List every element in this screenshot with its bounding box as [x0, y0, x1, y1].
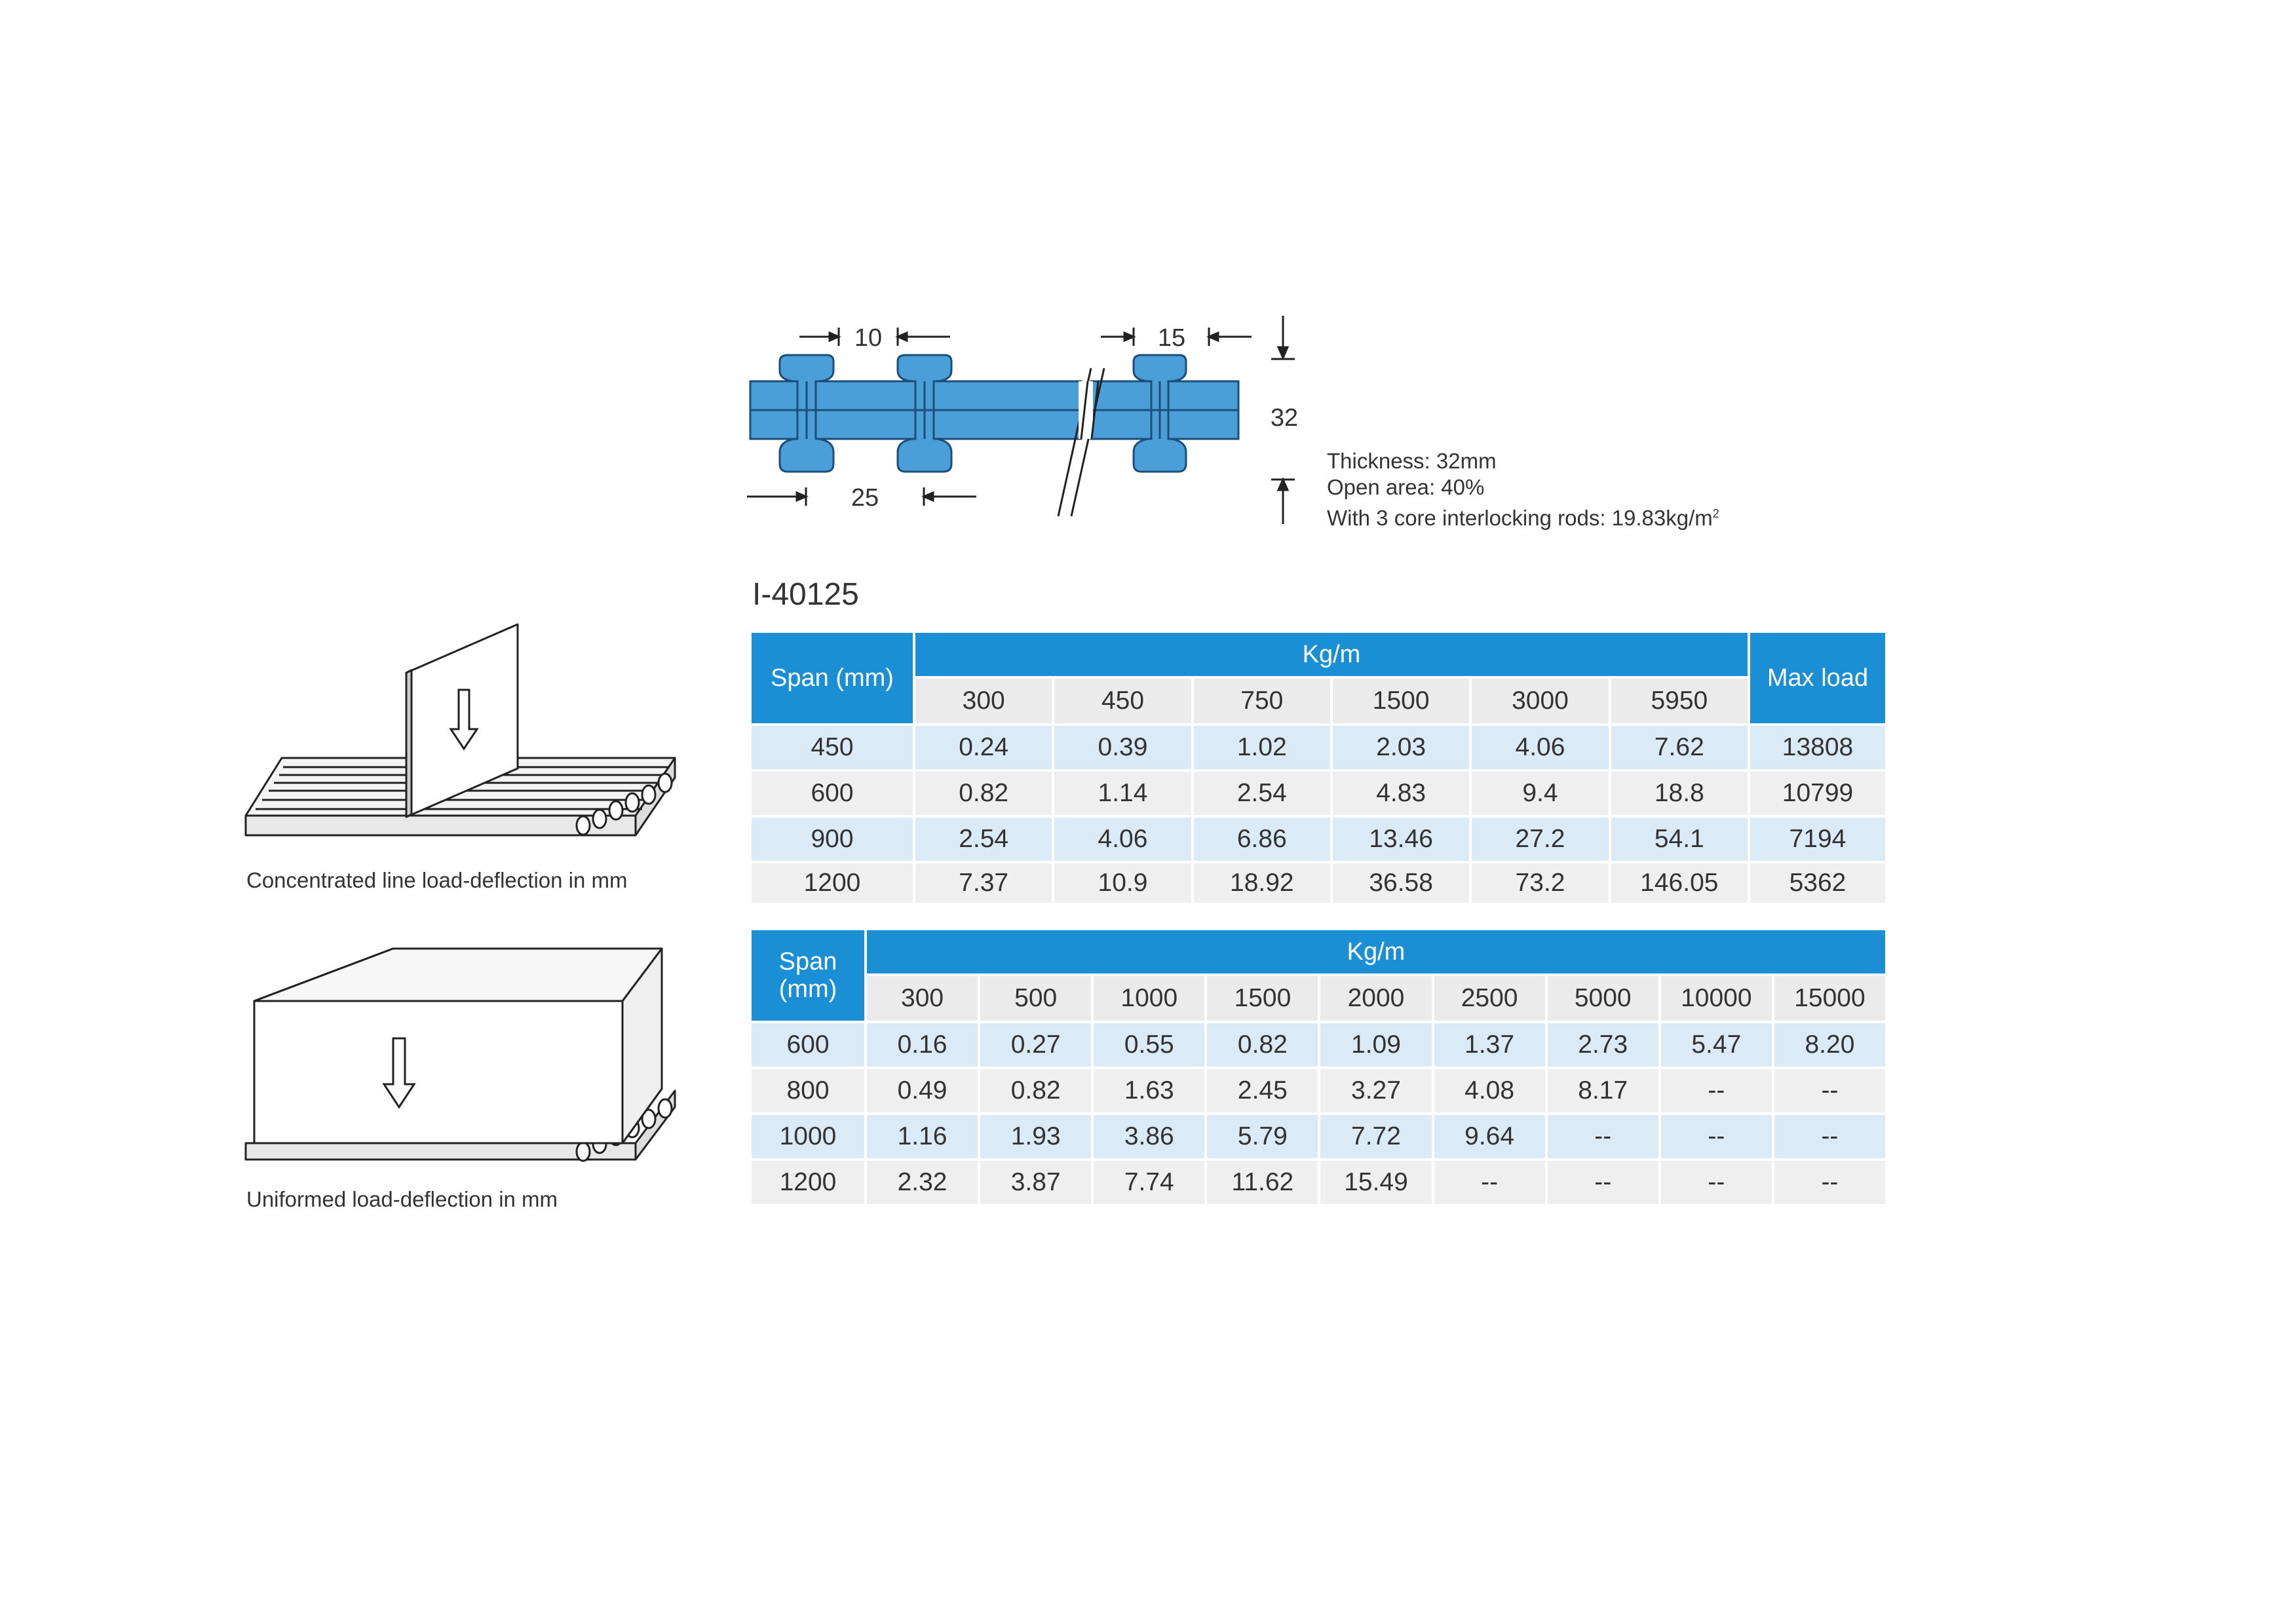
table-row — [752, 1161, 1885, 1204]
load-column-header: 1000 — [1094, 976, 1204, 1021]
table-row — [752, 1069, 1885, 1112]
table-row — [752, 772, 1885, 815]
deflection-cell: -- — [1661, 1069, 1772, 1112]
span-header-line1: Span — [778, 948, 837, 975]
deflection-cell: 5.79 — [1207, 1115, 1318, 1158]
deflection-cell: 27.2 — [1472, 818, 1608, 861]
load-column-header: 2500 — [1434, 976, 1545, 1021]
deflection-cell: 1.93 — [980, 1115, 1091, 1158]
span-header: Span (mm) — [752, 633, 913, 723]
deflection-cell: 2.45 — [1207, 1069, 1318, 1112]
deflection-cell: -- — [1548, 1161, 1658, 1204]
spec-rods-sup: 2 — [1712, 507, 1719, 520]
span-cell: 1200 — [752, 863, 913, 903]
deflection-cell: -- — [1434, 1161, 1545, 1204]
load-column-header: 5000 — [1548, 976, 1658, 1021]
deflection-cell: 3.87 — [980, 1161, 1091, 1204]
deflection-cell: 4.83 — [1333, 772, 1469, 815]
deflection-cell: 36.58 — [1333, 863, 1469, 903]
deflection-cell: 15.49 — [1320, 1161, 1431, 1204]
deflection-cell: -- — [1661, 1115, 1772, 1158]
deflection-cell: 7.37 — [915, 863, 1052, 903]
deflection-cell: 4.06 — [1472, 726, 1608, 769]
deflection-cell: 1.14 — [1054, 772, 1191, 815]
load-column-header: 5950 — [1611, 679, 1748, 723]
deflection-cell: 1.02 — [1194, 726, 1330, 769]
deflection-cell: 18.8 — [1611, 772, 1748, 815]
deflection-cell: 7.74 — [1094, 1161, 1204, 1204]
spec-thickness: Thickness: 32mm — [1327, 449, 1497, 473]
deflection-cell: 54.1 — [1611, 818, 1748, 861]
dim-label-10: 10 — [854, 324, 883, 352]
deflection-cell: 13.46 — [1333, 818, 1469, 861]
uniform-load-table — [749, 928, 1888, 1207]
line-load-table — [749, 630, 1888, 905]
deflection-cell: -- — [1661, 1161, 1772, 1204]
dim-label-15: 15 — [1157, 324, 1186, 352]
deflection-cell: 0.39 — [1054, 726, 1191, 769]
span-cell: 450 — [752, 726, 913, 769]
belt-profile-drawing — [734, 308, 1324, 544]
deflection-cell: 7.62 — [1611, 726, 1748, 769]
max-load-cell: 5362 — [1750, 863, 1885, 903]
max-load-cell: 7194 — [1750, 818, 1885, 861]
deflection-cell: 0.82 — [915, 772, 1052, 815]
deflection-cell: 9.64 — [1434, 1115, 1545, 1158]
deflection-cell: 2.32 — [867, 1161, 978, 1204]
load-column-header: 1500 — [1333, 679, 1469, 723]
span-cell: 900 — [752, 818, 913, 861]
max-load-cell: 10799 — [1750, 772, 1885, 815]
caption-uniform-load: Uniformed load-deflection in mm — [246, 1187, 558, 1211]
deflection-cell: -- — [1548, 1115, 1658, 1158]
deflection-cell: 0.27 — [980, 1023, 1091, 1067]
deflection-cell: 6.86 — [1194, 818, 1330, 861]
deflection-cell: 2.03 — [1333, 726, 1469, 769]
span-cell: 1000 — [752, 1115, 864, 1158]
deflection-cell: -- — [1774, 1115, 1885, 1158]
deflection-cell: 18.92 — [1194, 863, 1330, 903]
span-cell: 800 — [752, 1069, 864, 1112]
dim-label-25: 25 — [851, 484, 879, 512]
load-column-header: 2000 — [1320, 976, 1431, 1021]
belt-section — [750, 355, 1238, 472]
spec-rods — [1327, 500, 1719, 531]
span-header — [752, 930, 864, 1021]
deflection-cell: 73.2 — [1472, 863, 1608, 903]
table-row — [752, 1023, 1885, 1067]
load-column-header: 300 — [867, 976, 978, 1021]
deflection-cell: -- — [1774, 1069, 1885, 1112]
table-row — [752, 1115, 1885, 1158]
load-column-header: 500 — [980, 976, 1091, 1021]
table-row — [752, 726, 1885, 769]
deflection-cell: 2.73 — [1548, 1023, 1658, 1067]
deflection-cell: 1.09 — [1320, 1023, 1431, 1067]
deflection-cell: 3.27 — [1320, 1069, 1431, 1112]
deflection-cell: 11.62 — [1207, 1161, 1318, 1204]
deflection-cell: 8.20 — [1774, 1023, 1885, 1067]
deflection-cell: 4.06 — [1054, 818, 1191, 861]
uniform-load-illustration — [242, 943, 688, 1176]
load-column-header: 750 — [1194, 679, 1330, 723]
deflection-cell: 1.37 — [1434, 1023, 1545, 1067]
span-header-line2: (mm) — [778, 975, 837, 1003]
span-cell: 1200 — [752, 1161, 864, 1204]
span-cell: 600 — [752, 772, 913, 815]
load-column-header: 10000 — [1661, 976, 1772, 1021]
model-number: I-40125 — [752, 577, 859, 612]
load-column-header: 300 — [915, 679, 1052, 723]
deflection-cell: 7.72 — [1320, 1115, 1431, 1158]
deflection-cell: 2.54 — [1194, 772, 1330, 815]
spec-open-area: Open area: 40% — [1327, 475, 1485, 499]
deflection-cell: 4.08 — [1434, 1069, 1545, 1112]
spec-rods-text: With 3 core interlocking rods: 19.83kg/m — [1327, 506, 1713, 530]
table-row — [752, 863, 1885, 903]
max-load-cell: 13808 — [1750, 726, 1885, 769]
deflection-cell: 0.82 — [980, 1069, 1091, 1112]
deflection-cell: 0.16 — [867, 1023, 978, 1067]
deflection-cell: 1.63 — [1094, 1069, 1204, 1112]
deflection-cell: -- — [1774, 1161, 1885, 1204]
load-column-header: 3000 — [1472, 679, 1608, 723]
kgm-header: Kg/m — [867, 930, 1885, 973]
deflection-cell: 2.54 — [915, 818, 1052, 861]
deflection-cell: 9.4 — [1472, 772, 1608, 815]
table-row — [752, 818, 1885, 861]
line-load-illustration — [242, 619, 688, 855]
max-load-header: Max load — [1750, 633, 1885, 723]
deflection-cell: 1.16 — [867, 1115, 978, 1158]
load-column-header: 15000 — [1774, 976, 1885, 1021]
deflection-cell: 10.9 — [1054, 863, 1191, 903]
deflection-cell: 0.82 — [1207, 1023, 1318, 1067]
load-column-header: 1500 — [1207, 976, 1318, 1021]
deflection-cell: 146.05 — [1611, 863, 1748, 903]
deflection-cell: 3.86 — [1094, 1115, 1204, 1158]
span-cell: 600 — [752, 1023, 864, 1067]
load-column-header: 450 — [1054, 679, 1191, 723]
deflection-cell: 0.24 — [915, 726, 1052, 769]
dim-label-32: 32 — [1270, 404, 1299, 432]
deflection-cell: 0.55 — [1094, 1023, 1204, 1067]
deflection-cell: 0.49 — [867, 1069, 978, 1112]
kgm-header: Kg/m — [915, 633, 1748, 676]
deflection-cell: 5.47 — [1661, 1023, 1772, 1067]
caption-line-load: Concentrated line load-deflection in mm — [246, 868, 628, 892]
deflection-cell: 8.17 — [1548, 1069, 1658, 1112]
